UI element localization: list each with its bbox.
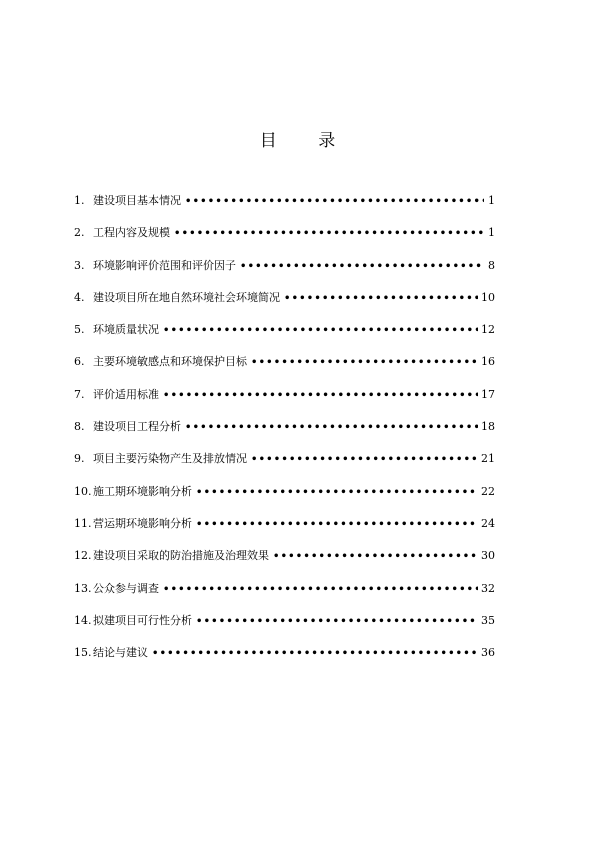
table-of-contents bbox=[74, 194, 495, 678]
toc-page-number: 30 bbox=[481, 549, 495, 563]
dot-leader bbox=[185, 195, 484, 209]
toc-label: 公众参与调查 bbox=[93, 581, 159, 595]
dot-leader bbox=[185, 421, 478, 435]
toc-page-number: 1 bbox=[488, 226, 495, 240]
toc-entry[interactable] bbox=[74, 614, 495, 646]
toc-label: 施工期环境影响分析 bbox=[93, 484, 192, 498]
toc-entry[interactable] bbox=[74, 485, 495, 517]
toc-number: 13. bbox=[74, 581, 92, 595]
toc-label: 建设项目采取的防治措施及治理效果 bbox=[93, 549, 269, 563]
toc-label: 营运期环境影响分析 bbox=[93, 516, 192, 530]
toc-number: 15. bbox=[74, 646, 92, 660]
toc-label: 工程内容及规模 bbox=[93, 226, 170, 240]
toc-number: 14. bbox=[74, 613, 92, 627]
toc-number: 12. bbox=[74, 549, 92, 563]
toc-page-number: 22 bbox=[481, 484, 495, 498]
dot-leader bbox=[196, 615, 478, 629]
toc-entry[interactable] bbox=[74, 323, 495, 355]
toc-page-number: 17 bbox=[481, 387, 495, 401]
toc-page-number: 32 bbox=[481, 581, 495, 595]
dot-leader bbox=[163, 389, 478, 403]
toc-label: 主要环境敏感点和环境保护目标 bbox=[93, 355, 247, 369]
dot-leader bbox=[251, 356, 478, 370]
toc-entry[interactable] bbox=[74, 420, 495, 452]
toc-number: 2. bbox=[74, 226, 85, 240]
toc-label: 项目主要污染物产生及排放情况 bbox=[93, 452, 247, 466]
toc-page-number: 10 bbox=[481, 290, 495, 304]
toc-page-number: 18 bbox=[481, 420, 495, 434]
toc-label: 建设项目基本情况 bbox=[93, 194, 181, 207]
toc-page-number: 35 bbox=[481, 613, 495, 627]
toc-entry[interactable] bbox=[74, 388, 495, 420]
toc-page-number: 8 bbox=[488, 258, 495, 272]
toc-entry[interactable] bbox=[74, 646, 495, 678]
toc-number: 8. bbox=[74, 420, 85, 434]
toc-label: 评价适用标准 bbox=[93, 387, 159, 401]
toc-number: 10. bbox=[74, 484, 92, 498]
toc-entry[interactable] bbox=[74, 549, 495, 581]
toc-page-number: 12 bbox=[481, 323, 495, 337]
toc-page-number: 24 bbox=[481, 516, 495, 530]
dot-leader bbox=[163, 324, 478, 338]
toc-entry[interactable] bbox=[74, 226, 495, 258]
toc-page-number: 21 bbox=[481, 452, 495, 466]
dot-leader bbox=[273, 550, 478, 564]
toc-number: 5. bbox=[74, 323, 85, 337]
dot-leader bbox=[284, 292, 478, 306]
toc-entry[interactable] bbox=[74, 355, 495, 387]
toc-label: 拟建项目可行性分析 bbox=[93, 613, 192, 627]
dot-leader bbox=[240, 260, 484, 274]
dot-leader bbox=[251, 453, 478, 467]
toc-number: 9. bbox=[74, 452, 85, 466]
toc-label: 建设项目工程分析 bbox=[93, 420, 181, 434]
dot-leader bbox=[163, 583, 478, 597]
dot-leader bbox=[196, 486, 478, 500]
dot-leader bbox=[174, 227, 484, 241]
toc-page-number: 1 bbox=[488, 194, 495, 207]
toc-label: 建设项目所在地自然环境社会环境简况 bbox=[93, 290, 280, 304]
toc-entry[interactable] bbox=[74, 194, 495, 226]
toc-entry[interactable] bbox=[74, 259, 495, 291]
dot-leader bbox=[196, 518, 478, 532]
toc-page-number: 36 bbox=[481, 646, 495, 660]
toc-number: 11. bbox=[74, 516, 92, 530]
toc-number: 3. bbox=[74, 258, 85, 272]
dot-leader bbox=[152, 647, 478, 661]
toc-number: 4. bbox=[74, 290, 85, 304]
toc-label: 结论与建议 bbox=[93, 646, 148, 660]
toc-entry[interactable] bbox=[74, 517, 495, 549]
toc-number: 1. bbox=[74, 194, 85, 207]
toc-label: 环境影响评价范围和评价因子 bbox=[93, 258, 236, 272]
toc-label: 环境质量状况 bbox=[93, 323, 159, 337]
toc-page-number: 16 bbox=[481, 355, 495, 369]
toc-entry[interactable] bbox=[74, 582, 495, 614]
toc-number: 6. bbox=[74, 355, 85, 369]
page-title: 目 录 bbox=[259, 131, 354, 151]
toc-entry[interactable] bbox=[74, 452, 495, 484]
toc-entry[interactable] bbox=[74, 291, 495, 323]
toc-number: 7. bbox=[74, 387, 85, 401]
